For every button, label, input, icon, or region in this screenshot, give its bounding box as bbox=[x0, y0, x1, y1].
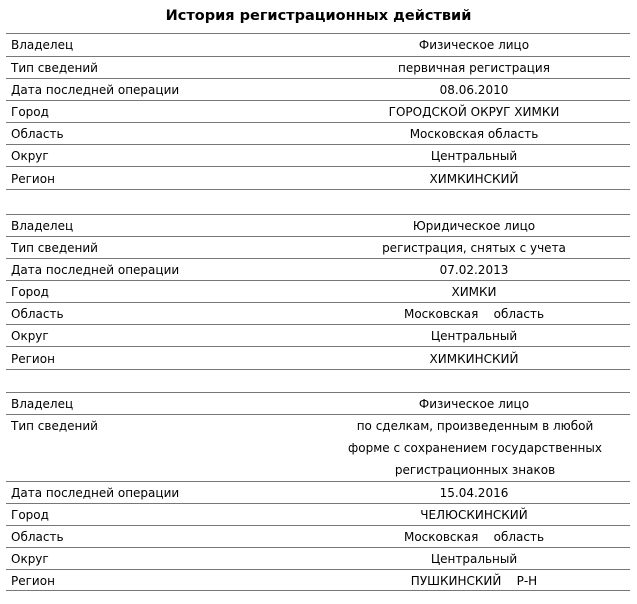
registration-record bbox=[6, 392, 630, 591]
okrug-value: Центральный bbox=[430, 329, 518, 343]
city-value: ГОРОДСКОЙ ОКРУГ ХИМКИ bbox=[388, 105, 560, 119]
city-row bbox=[6, 503, 630, 525]
info-type-row bbox=[6, 414, 630, 481]
registration-record bbox=[6, 214, 630, 370]
last-operation-date-row bbox=[6, 258, 630, 280]
registration-record bbox=[6, 33, 630, 190]
city-row bbox=[6, 100, 630, 122]
owner-label: Владелец bbox=[11, 397, 74, 411]
city-label: Город bbox=[11, 285, 49, 299]
last-operation-date-value: 07.02.2013 bbox=[439, 263, 509, 277]
oblast-label: Область bbox=[11, 307, 64, 321]
last-operation-date-label: Дата последней операции bbox=[11, 486, 180, 500]
region-value: ХИМКИНСКИЙ bbox=[429, 352, 519, 366]
oblast-value: Московская область bbox=[409, 127, 539, 141]
region-label: Регион bbox=[11, 352, 55, 366]
region-row bbox=[6, 166, 630, 190]
city-value: ХИМКИ bbox=[451, 285, 497, 299]
region-label: Регион bbox=[11, 172, 55, 186]
region-row bbox=[6, 569, 630, 591]
info-type-row bbox=[6, 236, 630, 258]
oblast-row bbox=[6, 122, 630, 144]
last-operation-date-label: Дата последней операции bbox=[11, 83, 180, 97]
page-title: История регистрационных действий bbox=[165, 8, 472, 24]
city-value: ЧЕЛЮСКИНСКИЙ bbox=[420, 508, 528, 522]
city-row bbox=[6, 280, 630, 302]
last-operation-date-value: 15.04.2016 bbox=[439, 486, 509, 500]
info-type-label: Тип сведений bbox=[11, 241, 98, 255]
oblast-row bbox=[6, 302, 630, 324]
oblast-value: Московская область bbox=[403, 307, 545, 321]
city-label: Город bbox=[11, 508, 49, 522]
owner-row bbox=[6, 214, 630, 236]
okrug-label: Округ bbox=[11, 552, 49, 566]
owner-row bbox=[6, 33, 630, 56]
last-operation-date-row bbox=[6, 481, 630, 503]
city-label: Город bbox=[11, 105, 49, 119]
region-value: ПУШКИНСКИЙ Р-Н bbox=[410, 574, 538, 588]
owner-row bbox=[6, 392, 630, 414]
owner-value: Физическое лицо bbox=[418, 38, 530, 52]
info-type-value: по сделкам, произведенным в любой форме с сохранением государственных регистрационных знаков bbox=[348, 419, 602, 477]
last-operation-date-row bbox=[6, 78, 630, 100]
owner-label: Владелец bbox=[11, 38, 74, 52]
okrug-label: Округ bbox=[11, 149, 49, 163]
owner-value: Физическое лицо bbox=[418, 397, 530, 411]
oblast-label: Область bbox=[11, 530, 64, 544]
owner-value: Юридическое лицо bbox=[412, 219, 536, 233]
info-type-value: первичная регистрация bbox=[398, 61, 550, 75]
oblast-value: Московская область bbox=[403, 530, 545, 544]
last-operation-date-label: Дата последней операции bbox=[11, 263, 180, 277]
oblast-label: Область bbox=[11, 127, 64, 141]
oblast-row bbox=[6, 525, 630, 547]
region-row bbox=[6, 346, 630, 370]
region-value: ХИМКИНСКИЙ bbox=[429, 172, 519, 186]
info-type-label: Тип сведений bbox=[11, 419, 98, 433]
info-type-row bbox=[6, 56, 630, 78]
okrug-value: Центральный bbox=[430, 149, 518, 163]
info-type-value: регистрация, снятых с учета bbox=[382, 241, 566, 255]
owner-label: Владелец bbox=[11, 219, 74, 233]
okrug-value: Центральный bbox=[430, 552, 518, 566]
last-operation-date-value: 08.06.2010 bbox=[439, 83, 509, 97]
region-label: Регион bbox=[11, 574, 55, 588]
okrug-row bbox=[6, 324, 630, 346]
info-type-label: Тип сведений bbox=[11, 61, 98, 75]
okrug-row bbox=[6, 144, 630, 166]
okrug-row bbox=[6, 547, 630, 569]
okrug-label: Округ bbox=[11, 329, 49, 343]
